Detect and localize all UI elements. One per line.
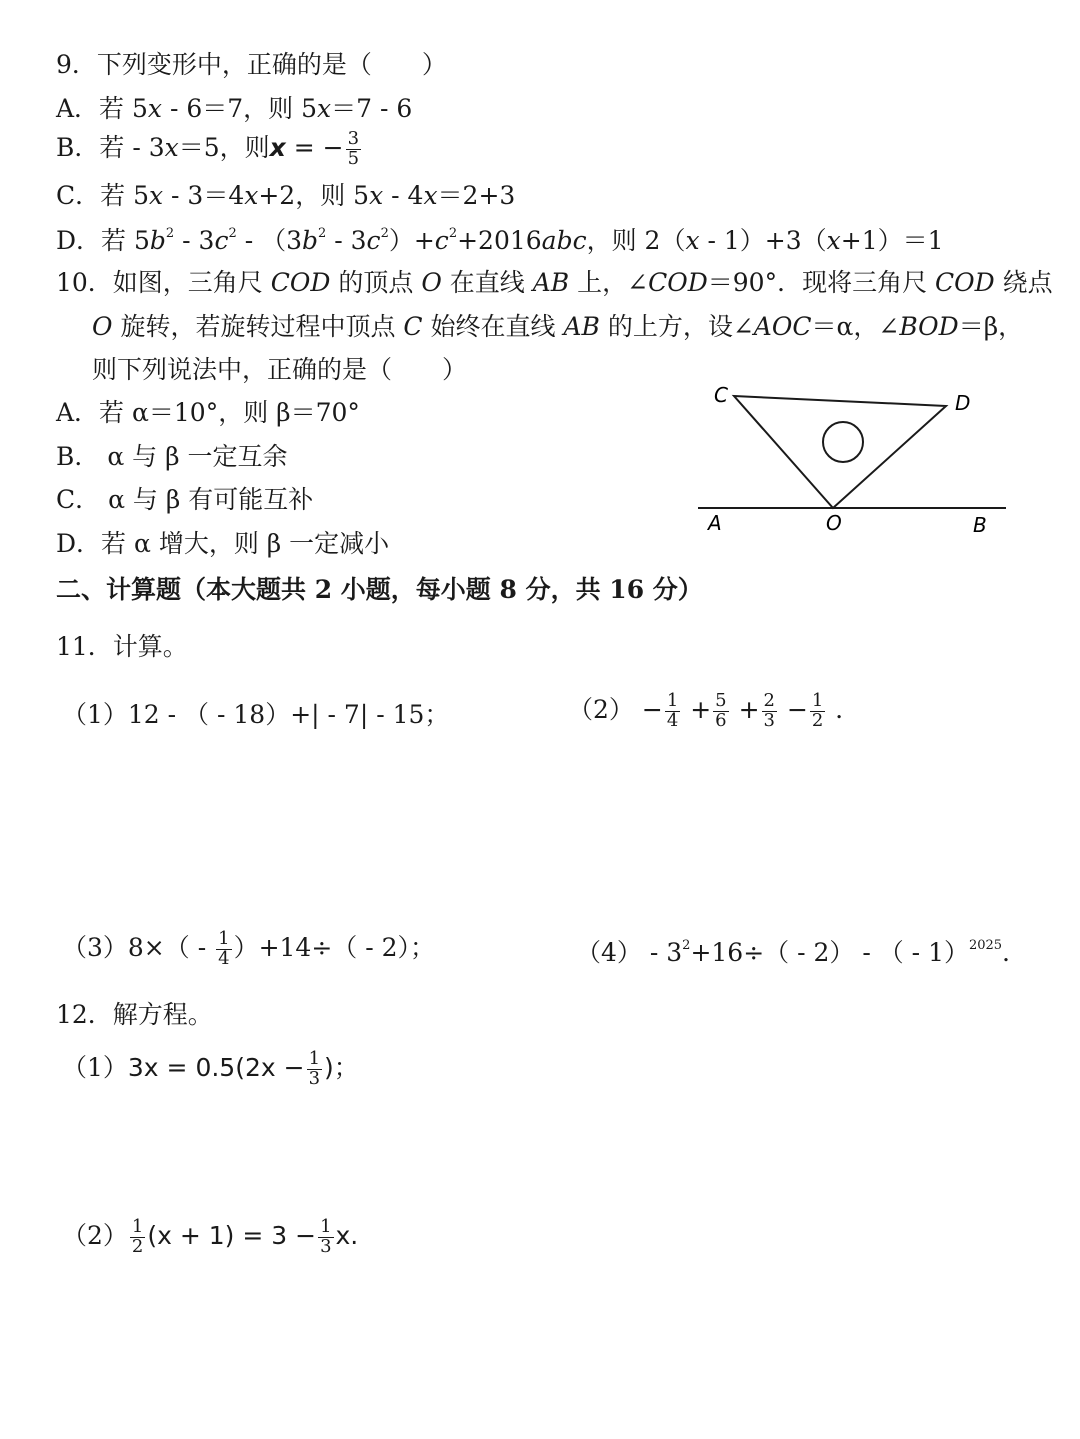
q10-option-d: D．若 α 增大，则 β 一定减小 — [56, 529, 390, 558]
triangle-cod — [734, 396, 946, 508]
section-2-heading: 二、计算题（本大题共 2 小题，每小题 8 分，共 16 分） — [56, 575, 703, 604]
label-a: A — [708, 511, 722, 535]
q11-part-4: $(4) - 3^2+16\div( - 2)$ - （ - 1）$^{2025}$． — [576, 938, 1028, 967]
q9-option-c: C．若 5x - 3＝4x+2，则 5x - 4x＝2+3 — [56, 181, 516, 210]
q11-part-1: （1）12 - （ - 18）+| - 7| - 15； — [62, 700, 450, 729]
q9-option-a: A．若 5x - 6＝7，则 5x＝7 - 6 — [56, 94, 413, 123]
q10-option-b: B． α 与 β 一定互余 — [56, 442, 288, 471]
label-c: C — [714, 383, 728, 407]
q12-stem: 12．解方程。 — [56, 1000, 213, 1029]
q11-stem: 11．计算。 — [56, 632, 188, 661]
triangle-figure — [690, 370, 1020, 540]
q9-option-b: B．若 - 3x＝5，则x = − $\frac{3}{5}$ — [56, 128, 360, 169]
label-b: B — [973, 513, 987, 537]
q12-part-1: （1）3x = 0.5(2x − $\frac{1}{3}$ )； — [62, 1048, 359, 1089]
triangle-hole — [823, 422, 863, 462]
q10-stem-line2: O 旋转，若旋转过程中顶点 C 始终在直线 AB 的上方，设∠AOC＝α，∠BOD＝β， — [92, 312, 1024, 341]
q10-stem-line1: 10．如图，三角尺 COD 的顶点 O 在直线 AB 上，∠COD＝90°．现将三角尺 COD 绕点 — [56, 268, 1053, 297]
q9-option-d: D．若 $5b^2 - 3c^2 - (3b^2 - 3c^2)+c^2+2016abc$，则 2（x - 1）+3（x+1）＝1 — [56, 226, 944, 255]
q12-part-2: （2） $\frac{1}{2}$ (x + 1) = 3 − $\frac{1}{3}$ x. — [62, 1216, 359, 1257]
q10-option-a: A．若 α＝10°，则 β＝70° — [56, 398, 360, 427]
q11-part-3: （3）8×（ - $\frac{1}{4}$ ）+14÷（ - 2）； — [62, 928, 436, 969]
q11-part-2: （2） − $\frac{1}{4}$ + $\frac{5}{6}$ + $\frac{2}{3}$ − $\frac{1}{2}$ ． — [568, 690, 861, 731]
label-d: D — [955, 391, 971, 415]
q10-stem-line3: 则下列说法中，正确的是（ ） — [92, 355, 468, 384]
q9-stem: 9．下列变形中，正确的是（ ） — [56, 50, 447, 79]
fraction-3-5: $\frac{3}{5}$ — [347, 128, 360, 169]
label-o: O — [826, 511, 842, 535]
q10-option-c: C． α 与 β 有可能互补 — [56, 485, 314, 514]
